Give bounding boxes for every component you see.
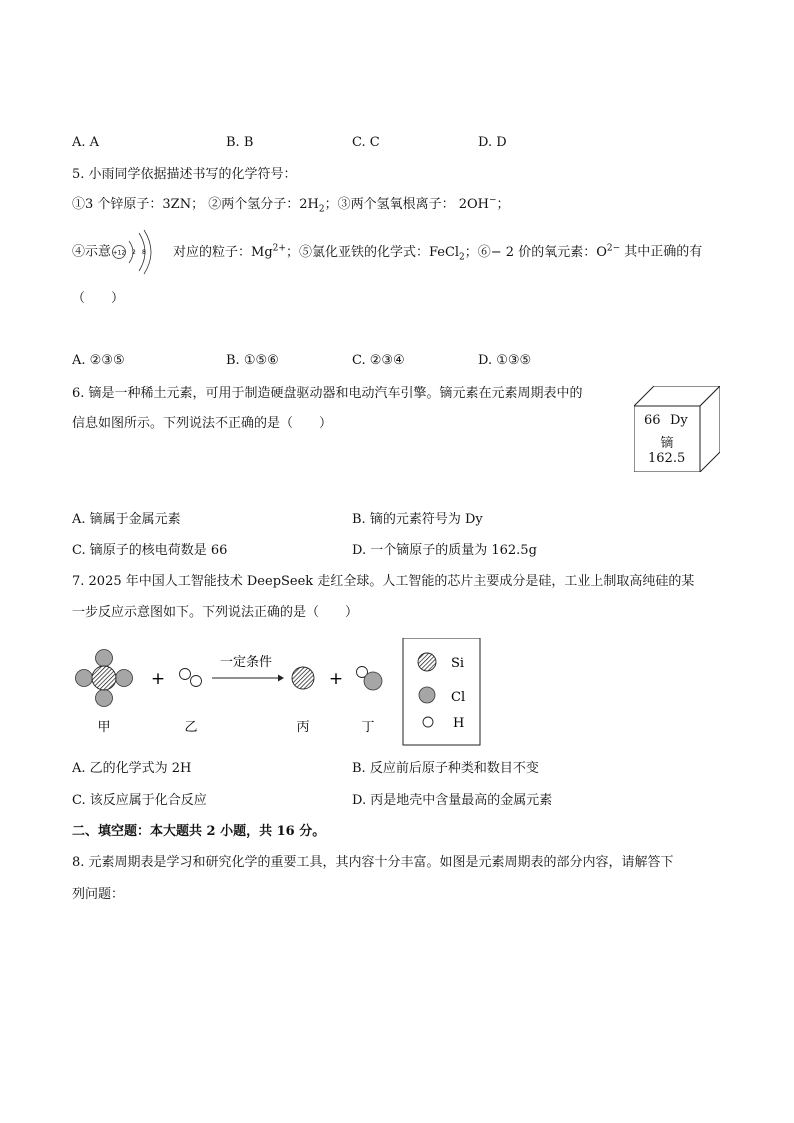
label-ding: 丁 (361, 720, 375, 735)
q7-option-b: B. 反应前后原子种类和数目不变 (352, 761, 539, 776)
q8-line1: 8. 元素周期表是学习和研究化学的重要工具，其内容十分丰富。如图是元素周期表的部分内容，请解答下 (72, 855, 674, 870)
q5-item6: ；⑥− 2 价的氧元素：$O^{2-}$ (464, 243, 621, 260)
plus-sign-1: + (150, 669, 166, 689)
legend-h-symbol (423, 717, 433, 727)
q4-option-a: A. A (72, 135, 100, 150)
element-atomic-mass: 162.5 (648, 451, 686, 466)
q5-item5: ；⑤氯化亚铁的化学式：FeCl$_2$ (285, 244, 465, 263)
q8-line2: 列问题： (72, 887, 125, 902)
q5-option-d: D. ①③⑤ (478, 353, 532, 368)
q7-line1: 7. 2025 年中国人工智能技术 DeepSeek 走红全球。人工智能的芯片主要成分是硅，工业上制取高纯硅的某 (72, 574, 695, 589)
legend-box (403, 638, 480, 745)
q5-item4: 对应的粒子：$Mg^{2+}$ (173, 243, 286, 260)
q5-option-a: A. ②③⑤ (72, 353, 125, 368)
molecule-jia (76, 650, 133, 707)
q6-option-d: D. 一个镝原子的质量为 162.5g (352, 543, 537, 558)
section-2-heading: 二、填空题：本大题共 2 小题，共 16 分。 (72, 824, 326, 839)
plus-sign-2: + (328, 669, 344, 689)
q4-option-b: B. B (226, 135, 254, 150)
element-card-dy (634, 386, 720, 472)
molecule-yi (180, 669, 202, 687)
legend-h-label: H (453, 716, 465, 731)
nucleus-charge: +12 (112, 249, 126, 257)
element-name: 镝 (660, 436, 674, 451)
q5-question: 其中正确的有 (620, 244, 703, 260)
q5-item2: ②两个氢分子：$2H_2$ (208, 197, 325, 215)
q5-line2 (72, 244, 702, 261)
q5-item1: ①3 个锌原子：3ZN； (72, 197, 205, 212)
q5-option-b: B. ①⑤⑥ (226, 353, 279, 368)
q5-item4-prefix: ④示意 (72, 244, 112, 260)
atom-structure-diagram (111, 244, 173, 260)
legend-si-symbol (418, 653, 436, 671)
element-symbol: Dy (670, 413, 688, 428)
label-bing: 丙 (296, 720, 310, 735)
q6-line1: 6. 镝是一种稀土元素，可用于制造硬盘驱动器和电动汽车引擎。镝元素在元素周期表中的 (72, 386, 583, 401)
label-jia: 甲 (97, 720, 111, 735)
shell-1-electrons: 2 (132, 249, 136, 256)
legend-cl-label: Cl (451, 690, 466, 705)
legend-si-label: Si (451, 656, 465, 671)
q6-option-c: C. 镝原子的核电荷数是 66 (72, 543, 228, 558)
q5-item3: ；③两个氢氧根离子： 2OH−； (324, 195, 510, 212)
atom-bing (292, 667, 314, 689)
q6-option-b: B. 镝的元素符号为 Dy (352, 512, 483, 527)
molecule-ding (357, 667, 383, 691)
shell-2-electrons: 8 (142, 249, 146, 256)
q6-line2: 信息如图所示。下列说法不正确的是（ ） (72, 416, 333, 431)
element-atomic-number: 66 (644, 413, 661, 428)
q7-option-d: D. 丙是地壳中含量最高的金属元素 (352, 793, 553, 808)
q5-line1 (72, 197, 510, 213)
q6-option-a: A. 镝属于金属元素 (72, 512, 181, 527)
reaction-diagram (70, 638, 490, 748)
q7-line2: 一步反应示意图如下。下列说法正确的是（ ） (72, 605, 359, 620)
legend-cl-symbol (419, 687, 435, 703)
q7-option-a: A. 乙的化学式为 2H (72, 761, 192, 776)
reaction-condition: 一定条件 (219, 655, 273, 670)
q4-option-d: D. D (478, 135, 507, 150)
q5-title: 5. 小雨同学依据描述书写的化学符号： (72, 167, 297, 182)
q7-option-c: C. 该反应属于化合反应 (72, 793, 207, 808)
q5-answer-paren: （ ） (72, 291, 125, 306)
q5-option-c: C. ②③④ (352, 353, 405, 368)
q4-option-c: C. C (352, 135, 380, 150)
label-yi: 乙 (184, 720, 198, 735)
